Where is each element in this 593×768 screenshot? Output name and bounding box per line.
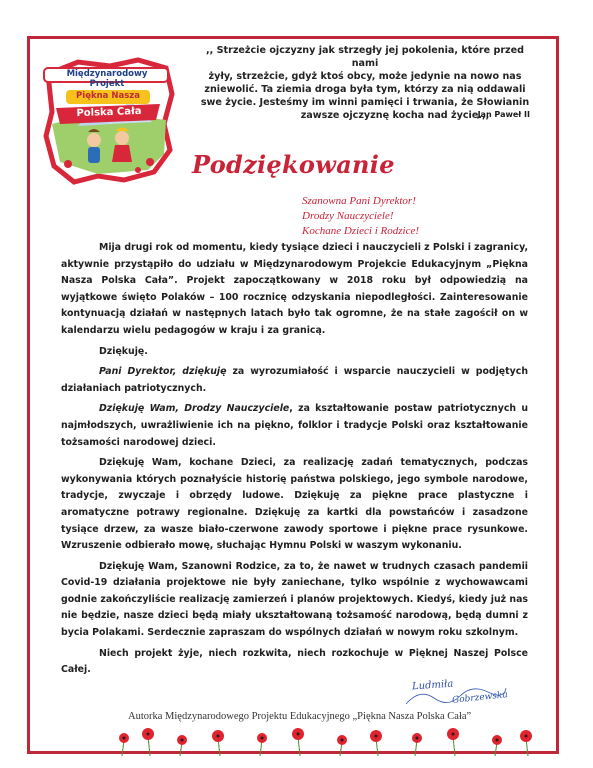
signature-last-name: Gobrzewska [451, 690, 509, 706]
paragraph-closing: Niech projekt żyje, niech rozkwita, niech rozkochuje w Pięknej Naszej Polsce Całej. [61, 647, 528, 676]
footer-author: Autorka Międzynarodowego Projektu Edukacyjnego „Piękna Nasza Polska Cała” [128, 711, 472, 722]
quote-line: żyły, strzeżcie, gdyż ktoś obcy, może jedynie na nowo nas [208, 71, 522, 82]
signature-first-name: Ludmiła [411, 678, 454, 693]
quote-author: Jan Paweł II [477, 110, 530, 119]
paragraph-teachers-text: , za kształtowanie postaw patriotycznych u najmłodszych, uwrażliwienie ich na piękno, folklor i tradycje Polski oraz kształtowanie tożsamości narodowej dzieci. [61, 403, 529, 448]
page-title: Podziękowanie [192, 150, 395, 179]
logo-text-line1: Międzynarodowy Projekt [66, 69, 148, 89]
quote-line: swe życie. Jesteśmy im winni pamięci i trwania, że Słowianin [200, 97, 530, 108]
logo-text-line2: Piękna Nasza [76, 91, 140, 101]
greeting-line: Drodzy Nauczyciele! [302, 210, 394, 222]
letter-body [61, 240, 528, 683]
greeting-line: Szanowna Pani Dyrektor! [302, 195, 416, 207]
quote-line: zawsze ojczyznę kocha nad życie.,, [300, 110, 490, 121]
project-logo [38, 54, 178, 189]
paragraph-teachers [61, 401, 528, 451]
paragraph-director-text: za wyrozumiałość i wsparcie nauczycieli w podjętych działaniach patriotycznych. [61, 366, 528, 394]
paragraph-parents: Dziękuję Wam, Szanowni Rodzice, za to, że nawet w trudnych czasach pandemii Covid-19 działania projektowe nie były zaniechane, tylko wspólnie z wychowawcami godnie zakończyliście realizację zamierzeń i planów projektowych. Kiedyś, kiedy już nas nie będzie, nasze dzieci będą miały ukształtowaną tożsamość narodową, będą dumni z bycia Polakami. Serdecznie zapraszam do wspólnych działań w nowym roku szkolnym. [61, 560, 528, 639]
quote-line: ,, Strzeżcie ojczyzny jak strzegły jej pokolenia, które przed nami [205, 45, 525, 69]
signature-flourish [400, 682, 510, 710]
quote-line: zniewolić. Ta ziemia droga była tym, którzy za nią oddawali [204, 84, 526, 95]
greeting-line: Kochane Dzieci i Rodzice! [302, 225, 419, 237]
paragraph-children: Dziękuję Wam, kochane Dzieci, za realizację zadań tematycznych, podczas wykonywania których poznałyście historię państwa polskiego, jego symbole narodowe, tradycje, zwyczaje i obrzędy ludowe. Dziękuję za piękne prace plastyczne i aromatyczne potrawy regionalne. Dziękuję za kartki dla powstańców i zasadzone tysiące drzew, za wasze biało-czerwone zawody sportowe i piękne prace rysunkowe. Wzruszenie odbierało mowę, słuchając Hymnu Polski w waszym wykonaniu. [61, 457, 528, 552]
paragraph-director-emphasis: Pani Dyrektor, dziękuję [99, 366, 227, 378]
logo-text-line3: Polska Cała [76, 105, 142, 120]
greetings-block [302, 194, 472, 239]
paragraph-intro: Mija drugi rok od momentu, kiedy tysiące dzieci i nauczycieli z Polski i zagranicy, aktywnie przystąpiło do udziału w Międzynarodowym Projekcie Edukacyjnym „Piękna Nasza Polska Cała”. Projekt zapoczątkowany w 2018 roku był odpowiedzią na wyjątkowe święto Polaków – 100 rocznicę odzyskania niepodległości. Zainteresowanie kontynuacją działań w następnych latach było tak ogromne, że na stałe zagościł on w kalendarzu wielu pedagogów w kraju i za granicą. [61, 242, 529, 336]
poppy-flowers-decoration [110, 722, 540, 756]
paragraph-director [61, 364, 528, 397]
paragraph-teachers-emphasis: Dziękuję Wam, Drodzy Nauczyciele [99, 403, 290, 415]
paragraph-thanks: Dziękuję. [99, 345, 148, 357]
